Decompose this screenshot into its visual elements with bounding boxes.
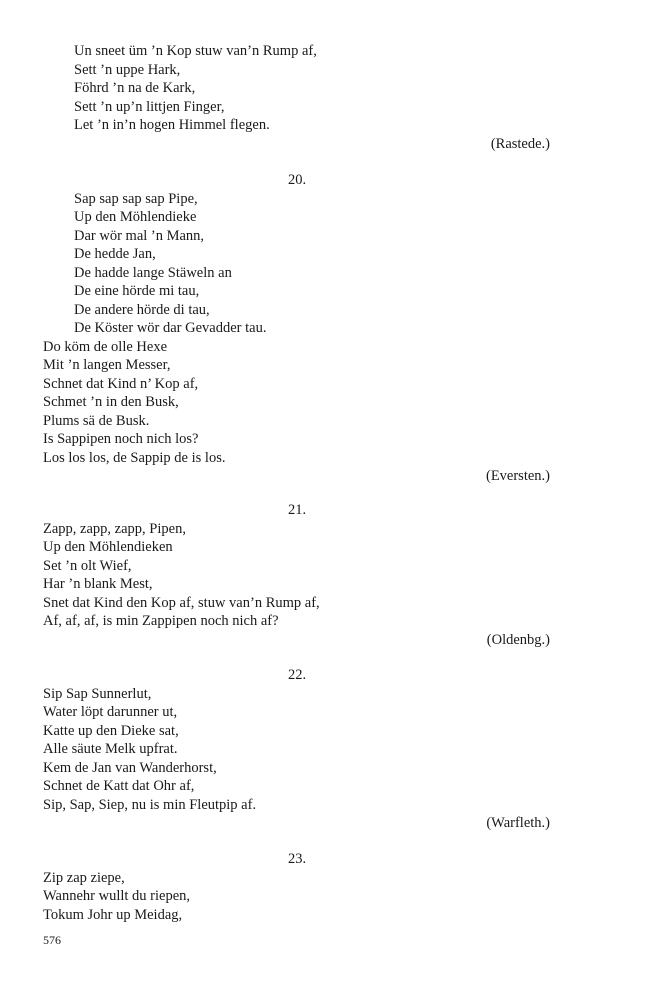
verse-line: Wannehr wullt du riepen, [43,888,191,904]
page-number: 576 [43,933,61,947]
verse-line: Sip, Sap, Siep, nu is min Fleutpip af. [43,796,257,813]
verse-line: De hedde Jan, [74,246,156,262]
verse-line: De Köster wör dar Gevadder tau. [74,320,267,336]
verse-line: Up den Möhlendieke [74,209,197,225]
verse-line: De hadde lange Stäweln an [74,264,232,281]
verse-line: Do köm de olle Hexe [43,338,168,355]
verse-line: Dar wör mal ’n Mann, [74,227,205,244]
verse-line: Los los los, de Sappip de is los. [43,449,226,466]
verse-line: Schnet de Katt dat Ohr af, [43,778,195,794]
verse-line: Har ’n blank Mest, [43,576,153,592]
verse-line: Schmet ’n in den Busk, [43,394,179,410]
verse-line: Let ’n in’n hogen Himmel flegen. [74,117,270,133]
section-number: 23. [288,851,307,867]
verse-line: De andere hörde di tau, [74,301,210,318]
verse-line: Un sneet üm ’n Kop stuw van’n Rump af, [74,43,317,59]
verse-line: Alle säute Melk upfrat. [43,741,178,757]
verse-line: Sett ’n up’n littjen Finger, [74,98,225,115]
verse-line: Katte up den Dieke sat, [43,722,179,739]
verse-line: Af, af, af, is min Zappipen noch nich af? [43,613,279,629]
verse-line: Up den Möhlendieken [43,539,173,555]
verse-line: Tokum Johr up Meidag, [43,906,183,923]
verse-line: Plums sä de Busk. [43,412,150,429]
source-location: (Warfleth.) [486,815,550,831]
verse-line: Water löpt darunner ut, [43,704,178,720]
verse-line: Föhrd ’n na de Kark, [74,80,196,96]
verse-line: Kem de Jan van Wanderhorst, [43,759,217,776]
verse-line: Mit ’n langen Messer, [43,357,171,373]
source-location: (Oldenbg.) [486,631,550,648]
verse-line: De eine hörde mi tau, [74,283,200,299]
source-location: (Eversten.) [485,468,550,484]
verse-line: Snet dat Kind den Kop af, stuw van’n Rump af, [43,594,320,611]
verse-line: Sip Sap Sunnerlut, [43,685,152,702]
verse-line: Zip zap ziepe, [43,869,125,886]
verse-line: Schnet dat Kind n’ Kop af, [43,375,199,392]
section-number: 21. [288,502,307,518]
verse-line: Sap sap sap sap Pipe, [74,190,198,207]
section-number: 20. [288,172,307,188]
verse-line: Zapp, zapp, zapp, Pipen, [43,520,186,537]
verse-line: Set ’n olt Wief, [43,557,132,574]
section-number: 22. [288,667,307,683]
verse-line: Sett ’n uppe Hark, [74,61,181,78]
verse-line: Is Sappipen noch nich los? [43,431,199,447]
source-location: (Rastede.) [490,135,550,152]
